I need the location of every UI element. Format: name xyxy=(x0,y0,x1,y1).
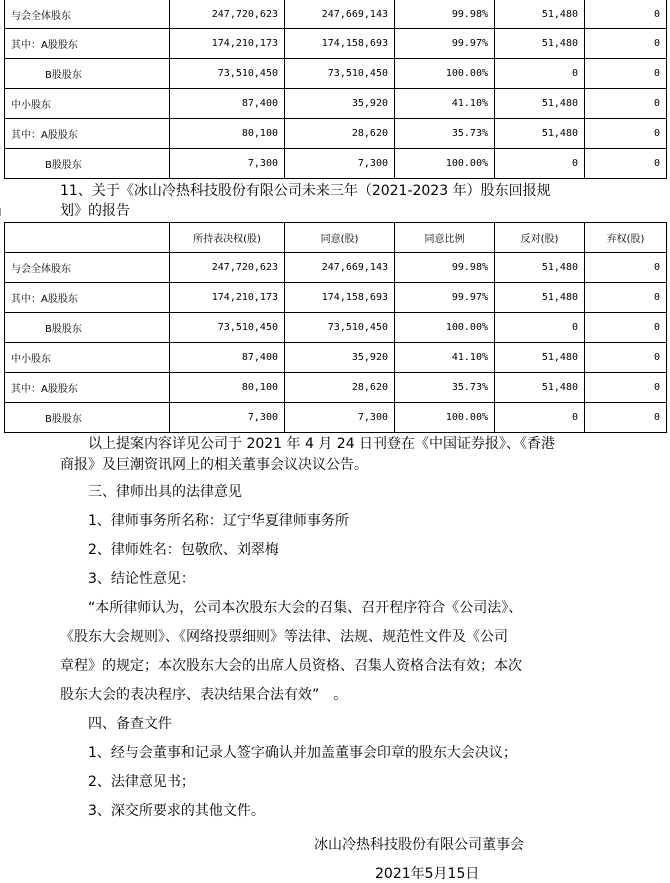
value-cell: 247,720,623 xyxy=(170,0,285,29)
value-cell: 0 xyxy=(495,59,585,89)
value-cell: 99.98% xyxy=(395,253,495,283)
section4-title: 四、备查文件 xyxy=(88,716,172,732)
item11-title-line1: 11、关于《冰山冷热科技股份有限公司未来三年（2021-2023 年）股东回报规 xyxy=(60,183,551,199)
value-cell: 0 xyxy=(585,119,667,149)
value-cell: 100.00% xyxy=(395,403,495,433)
row-label-cell: B股股东 xyxy=(5,313,170,343)
value-cell: 0 xyxy=(585,313,667,343)
row-label-cell: 与会全体股东 xyxy=(5,253,170,283)
value-cell: 35.73% xyxy=(395,119,495,149)
table-row xyxy=(5,283,667,313)
value-cell: 99.97% xyxy=(395,29,495,59)
table-row xyxy=(5,343,667,373)
value-cell: 0 xyxy=(495,403,585,433)
item11-title-line2: 划》的报告 xyxy=(60,203,130,219)
summary-line2: 商报》及巨潮资讯网上的相关董事会议决议公告。 xyxy=(60,457,368,473)
column-header: 同意(股) xyxy=(285,223,395,253)
table-row xyxy=(5,59,667,89)
value-cell: 41.10% xyxy=(395,89,495,119)
row-label-cell: B股股东 xyxy=(5,403,170,433)
value-cell: 51,480 xyxy=(495,283,585,313)
row-label-cell: 其中：A股股东 xyxy=(5,29,170,59)
value-cell: 7,300 xyxy=(285,149,395,179)
value-cell: 87,400 xyxy=(170,343,285,373)
value-cell: 100.00% xyxy=(395,313,495,343)
value-cell: 0 xyxy=(585,403,667,433)
value-cell: 0 xyxy=(585,253,667,283)
signature-company: 冰山冷热科技股份有限公司董事会 xyxy=(314,837,524,853)
table-row xyxy=(5,149,667,179)
table-row xyxy=(5,0,667,29)
value-cell: 35,920 xyxy=(285,343,395,373)
value-cell: 87,400 xyxy=(170,89,285,119)
value-cell: 73,510,450 xyxy=(170,59,285,89)
value-cell: 0 xyxy=(585,373,667,403)
value-cell: 28,620 xyxy=(285,373,395,403)
value-cell: 7,300 xyxy=(170,149,285,179)
value-cell: 80,100 xyxy=(170,373,285,403)
value-cell: 99.98% xyxy=(395,0,495,29)
value-cell: 0 xyxy=(585,59,667,89)
section3-title: 三、律师出具的法律意见 xyxy=(88,484,242,500)
opinion-line4: 股东大会的表决程序、表决结果合法有效” 。 xyxy=(60,687,348,703)
value-cell: 80,100 xyxy=(170,119,285,149)
column-header: 所持表决权(股) xyxy=(170,223,285,253)
value-cell: 0 xyxy=(585,343,667,373)
value-cell: 51,480 xyxy=(495,89,585,119)
document-item-3: 3、深交所要求的其他文件。 xyxy=(88,803,265,819)
value-cell: 73,510,450 xyxy=(285,59,395,89)
value-cell: 100.00% xyxy=(395,59,495,89)
row-label-cell: 中小股东 xyxy=(5,89,170,119)
value-cell: 247,669,143 xyxy=(285,0,395,29)
value-cell: 0 xyxy=(585,0,667,29)
opinion-line1: “本所律师认为，公司本次股东大会的召集、召开程序符合《公司法》、 xyxy=(88,600,523,616)
table-row xyxy=(5,89,667,119)
table-row xyxy=(5,403,667,433)
value-cell: 51,480 xyxy=(495,373,585,403)
row-label-cell: B股股东 xyxy=(5,59,170,89)
value-cell: 28,620 xyxy=(285,119,395,149)
opinion-line2: 《股东大会规则》、《网络投票细则》等法律、法规、规范性文件及《公司 xyxy=(60,629,508,645)
value-cell: 174,210,173 xyxy=(170,29,285,59)
value-cell: 7,300 xyxy=(285,403,395,433)
signature-date: 2021年5月15日 xyxy=(375,866,480,882)
table-row xyxy=(5,119,667,149)
column-header xyxy=(5,223,170,253)
value-cell: 0 xyxy=(585,149,667,179)
conclusion-title: 3、结论性意见： xyxy=(88,571,195,587)
value-cell: 247,720,623 xyxy=(170,253,285,283)
row-label-cell: 其中：A股股东 xyxy=(5,283,170,313)
value-cell: 0 xyxy=(585,283,667,313)
value-cell: 0 xyxy=(585,89,667,119)
value-cell: 0 xyxy=(495,149,585,179)
document-item-2: 2、法律意见书； xyxy=(88,774,195,790)
value-cell: 73,510,450 xyxy=(170,313,285,343)
value-cell: 174,158,693 xyxy=(285,29,395,59)
row-label-cell: B股股东 xyxy=(5,149,170,179)
value-cell: 51,480 xyxy=(495,119,585,149)
value-cell: 0 xyxy=(585,29,667,59)
document-item-1: 1、经与会董事和记录人签字确认并加盖董事会印章的股东大会决议； xyxy=(88,745,517,761)
summary-line1: 以上提案内容详见公司于 2021 年 4 月 24 日刊登在《中国证券报》、《香港 xyxy=(88,436,556,452)
row-label-cell: 其中：A股股东 xyxy=(5,373,170,403)
value-cell: 247,669,143 xyxy=(285,253,395,283)
value-cell: 51,480 xyxy=(495,29,585,59)
value-cell: 35,920 xyxy=(285,89,395,119)
table-row xyxy=(5,29,667,59)
row-label-cell: 其中：A股股东 xyxy=(5,119,170,149)
law-firm-name: 1、律师事务所名称：辽宁华夏律师事务所 xyxy=(88,513,349,529)
table-row xyxy=(5,373,667,403)
voting-table-item11 xyxy=(4,222,667,433)
value-cell: 51,480 xyxy=(495,0,585,29)
margin-mark xyxy=(0,208,4,216)
row-label-cell: 中小股东 xyxy=(5,343,170,373)
row-label-cell: 与会全体股东 xyxy=(5,0,170,29)
table-header-row xyxy=(5,223,667,253)
value-cell: 174,210,173 xyxy=(170,283,285,313)
lawyer-names: 2、律师姓名：包敬欣、刘翠梅 xyxy=(88,542,279,558)
value-cell: 0 xyxy=(495,313,585,343)
voting-table-previous xyxy=(4,0,667,179)
value-cell: 51,480 xyxy=(495,343,585,373)
value-cell: 99.97% xyxy=(395,283,495,313)
value-cell: 35.73% xyxy=(395,373,495,403)
value-cell: 7,300 xyxy=(170,403,285,433)
column-header: 弃权(股) xyxy=(585,223,667,253)
table-row xyxy=(5,253,667,283)
value-cell: 174,158,693 xyxy=(285,283,395,313)
column-header: 反对(股) xyxy=(495,223,585,253)
column-header: 同意比例 xyxy=(395,223,495,253)
value-cell: 41.10% xyxy=(395,343,495,373)
table-row xyxy=(5,313,667,343)
value-cell: 51,480 xyxy=(495,253,585,283)
opinion-line3: 章程》的规定；本次股东大会的出席人员资格、召集人资格合法有效；本次 xyxy=(60,658,522,674)
value-cell: 100.00% xyxy=(395,149,495,179)
value-cell: 73,510,450 xyxy=(285,313,395,343)
